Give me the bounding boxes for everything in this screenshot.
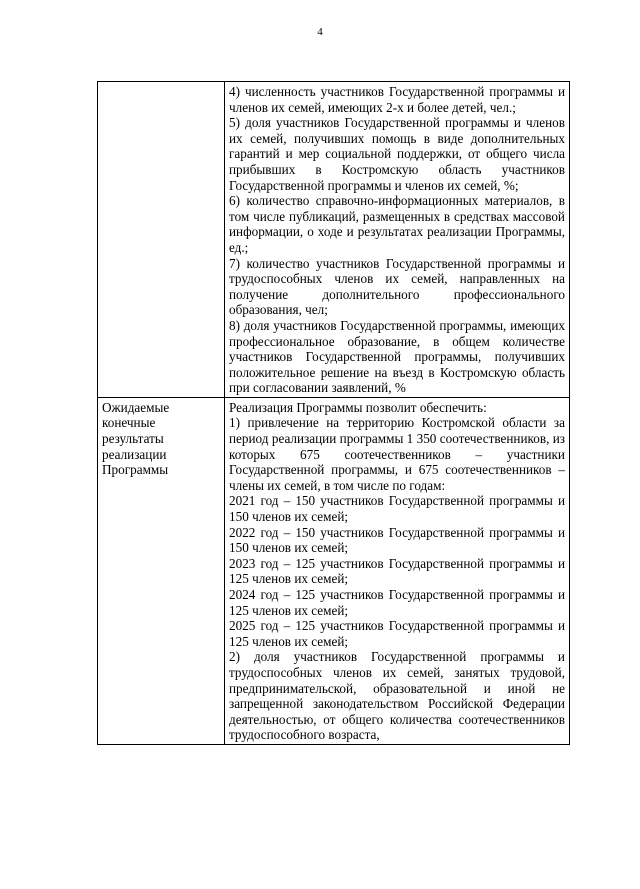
result-year-2022: 2022 год – 150 участников Государственной программы и 150 членов их семей; — [229, 524, 565, 556]
indicator-item-5: 5) доля участников Государственной программы и членов их семей, получивших помощь в виде дополнительных гарантий и мер социальной поддержки, от общего числа прибывших в Костромскую область участников Государственной программы и членов их семей, %; — [229, 115, 565, 193]
result-year-2024: 2024 год – 125 участников Государственной программы и 125 членов их семей; — [229, 587, 565, 618]
indicator-item-8: 8) доля участников Государственной программы, имеющих профессиональное образование, в общем количестве участников Государственной программы, получивших положительное решение на въезд в Костромскую область при согласовании заявлений, % — [229, 317, 565, 396]
results-intro: Реализация Программы позволит обеспечить: — [229, 399, 487, 415]
result-item-1: 1) привлечение на территорию Костромской области за период реализации программы 1 350 соотечественников, из которых 675 соотечественников – участники Государственной программы, и 675 соотечественников – члены их семей, в том числе по годам: — [229, 415, 565, 493]
result-year-2021: 2021 год – 150 участников Государственной программы и 150 членов их семей; — [229, 493, 565, 525]
result-year-2023: 2023 год – 125 участников Государственной программы и 125 членов их семей; — [229, 555, 565, 587]
row-content-cell — [225, 82, 570, 398]
row-content-cell — [225, 397, 570, 744]
indicator-item-6: 6) количество справочно-информационных материалов, в том числе публикаций, размещенных в средствах массовой информации, о ходе и результатах реализации Программы, ед.; — [229, 193, 565, 255]
result-year-2025: 2025 год – 125 участников Государственной программы и 125 членов их семей; — [229, 618, 565, 649]
row-label-cell: Ожидаемые конечные результаты реализации Программы — [98, 397, 225, 744]
indicator-item-4: 4) численность участников Государственной программы и членов их семей, имеющих 2-х и более детей, чел.; — [229, 84, 565, 115]
page-number: 4 — [317, 26, 323, 38]
program-passport-table — [97, 81, 570, 745]
indicator-item-7: 7) количество участников Государственной программы и трудоспособных членов их семей, направленных на получение дополнительного профессионального образования, чел; — [229, 255, 565, 318]
row-label-cell — [98, 82, 225, 398]
result-item-2: 2) доля участников Государственной программы и трудоспособных членов их семей, занятых трудовой, предпринимательской, образовательной и иной не запрещенной законодательством Российской Федерации деятельностью, от общего количества соотечественников трудоспособного возраста, — [229, 649, 565, 743]
table-row — [98, 397, 570, 744]
table-row — [98, 82, 570, 398]
